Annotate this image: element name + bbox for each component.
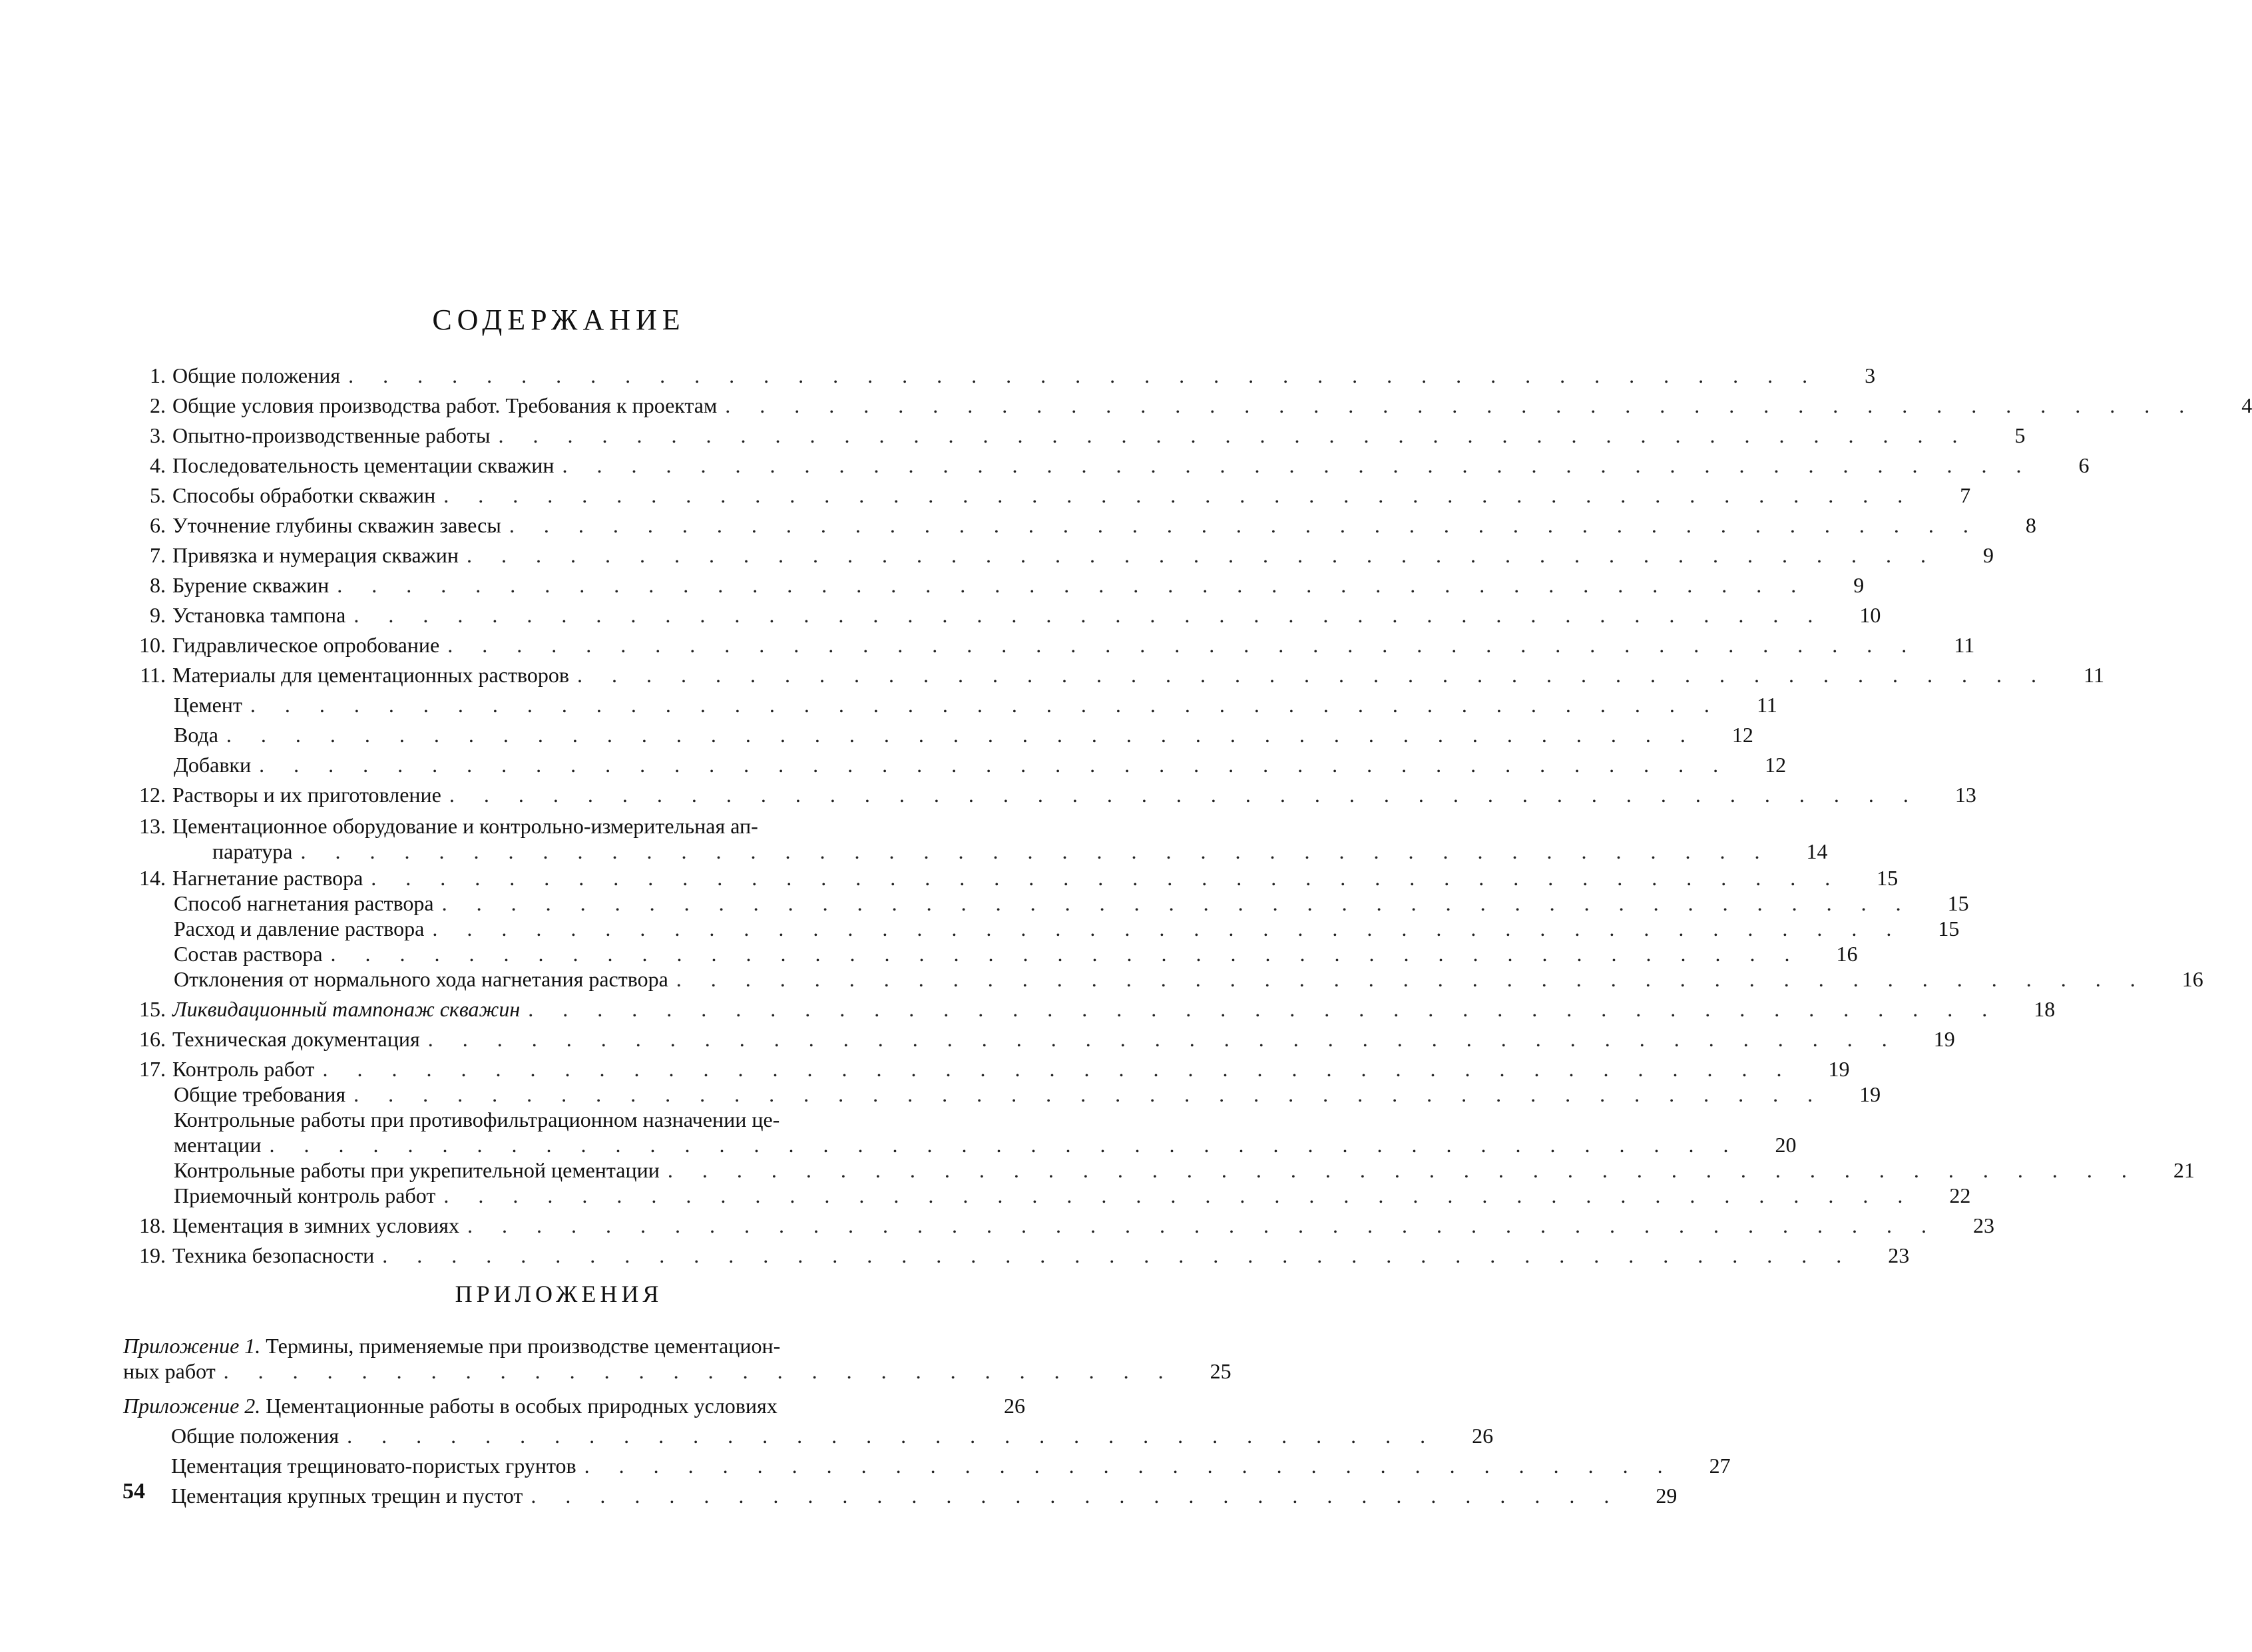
subentry-title: Цементация крупных трещин и пустот	[171, 1484, 523, 1508]
appendix-1-title: Термины, применяемые при производстве цементацион-	[266, 1334, 781, 1358]
entry-title: Отклонения от нормального хода нагнетания раствора	[174, 967, 668, 991]
page-number: 54	[122, 1479, 145, 1504]
entry-page: 12	[1765, 753, 1787, 777]
leader-dots: . . . . . . . . . . . . . . . . . . . . . . . . . . . . . . . . . . . . . . . . . . .	[226, 723, 1697, 747]
entry-title: Материалы для цементационных растворов	[172, 663, 569, 687]
toc-entry	[123, 393, 2252, 418]
subentry-title: Цементация трещиновато-пористых грунтов	[171, 1454, 576, 1478]
entry-number: 19.	[139, 1243, 166, 1267]
entry-title: Уточнение глубины скважин завесы	[172, 513, 501, 537]
subentry-page: 26	[1472, 1424, 1494, 1448]
leader-dots: . . . . . . . . . . . . . . . . . . . . . . . . . . . . . . . . . . . . . . . . . . .	[443, 1183, 1915, 1207]
entry-title: Контрольные работы при противофильтрационном назначении це-	[174, 1108, 780, 1132]
entry-number: 10.	[139, 633, 166, 657]
entry-number: 5.	[150, 483, 166, 507]
entry-title: Общие требования	[174, 1082, 346, 1106]
entry-page: 19	[1828, 1057, 1850, 1081]
entry-page: 5	[2014, 423, 2026, 447]
toc-entry	[123, 602, 1881, 628]
entry-title: Цементационное оборудование и контрольно-измерительная ап-	[172, 814, 758, 838]
leader-dots: . . . . . . . . . . . . . . . . . . . . . . . . . . . . . . . . . . . . . . . . . . .	[371, 866, 1843, 890]
entry-title: Способы обработки скважин	[172, 483, 436, 507]
entry-title-continuation: ментации	[174, 1133, 262, 1157]
toc-entry	[123, 572, 1865, 598]
toc-entry	[123, 483, 1971, 508]
entry-page: 11	[1954, 633, 1975, 657]
entry-number: 12.	[139, 783, 166, 807]
leader-dots: . . . . . . . . . . . . . . . . . . . . . . . . . . . . . . . . . . . . . . . . . . .	[467, 1213, 1938, 1237]
leader-dots: . . . . . . . . . . . . . . . . . . . . . . . . . . . . . . . . . . . . . . . . . . .	[449, 783, 1920, 807]
toc-entry	[123, 1243, 1910, 1268]
leader-dots: . . . . . . . . . . . . . . . . . . . . . . . . . . . . . . . . . . . . . . . . . . .	[576, 663, 2048, 687]
entry-title: Расход и давление раствора	[174, 917, 425, 940]
entry-title: Контрольные работы при укрепительной цементации	[174, 1158, 660, 1182]
appendix-1-label: Приложение 1.	[123, 1334, 261, 1358]
appendices-heading: ПРИЛОЖЕНИЯ	[455, 1281, 663, 1307]
entry-title: Контроль работ	[172, 1057, 315, 1081]
toc-entry	[123, 1213, 1994, 1238]
leader-dots: . . . . . . . . . . . . . . . . . . . . . . . . . . . . . . . . . . . . . . . . . . .	[348, 363, 1820, 387]
entry-title: Техническая документация	[172, 1027, 420, 1051]
entry-page: 4	[2241, 393, 2252, 417]
entry-title: Вода	[174, 723, 218, 747]
toc-entry	[123, 363, 1876, 388]
toc-subentry	[123, 916, 1960, 941]
toc-entry	[123, 453, 2090, 478]
entry-page: 6	[2078, 453, 2090, 477]
entry-page: 3	[1865, 363, 1876, 387]
leader-dots: . . . . . . . . . . . . . . . . . . . . . . . . . . . . . . . . . . . . . . . . . . .	[667, 1158, 2139, 1182]
toc-entry	[123, 513, 2036, 538]
leader-dots: . . . . . . . . . . . . . . . . . . . . . . . . . . . . . . . . . . . . . . . . . . .	[443, 483, 1915, 507]
entry-page: 15	[1947, 891, 1969, 915]
appendix-subentry	[123, 1483, 1678, 1508]
subentry-page: 27	[1709, 1454, 1731, 1478]
contents-heading: СОДЕРЖАНИЕ	[432, 304, 686, 336]
toc-entry	[123, 996, 2056, 1022]
leader-dots: . . . . . . . . . . . . . . . . . . . . . . . . . . . . . . . . . . . . . . . . . . .	[432, 917, 1904, 940]
entry-page: 11	[1757, 693, 1777, 717]
entry-number: 1.	[150, 363, 166, 387]
toc-subentry	[123, 1157, 2195, 1183]
leader-dots: . . . . . . . . . . . . . . . . . . . . . . . . . . . . . . . . . . . . . . . . . . .	[300, 839, 1772, 863]
entry-title: Привязка и нумерация скважин	[172, 543, 459, 567]
leader-dots: . . . . . . . . . . . . . . . . . . . . . . . . . . . . . . . . . . . . . . . . . . .	[382, 1243, 1854, 1267]
appendix-2-entry	[123, 1393, 1025, 1418]
entry-title: Нагнетание раствора	[172, 866, 363, 890]
toc-entry	[123, 865, 1899, 891]
entry-page: 22	[1949, 1183, 1971, 1207]
leader-dots: . . . . . . . . . . . . . . . . . . . . . . . . . . . . . . . . . . . . . . . . . . .	[250, 693, 1721, 717]
subentry-title: Общие положения	[171, 1424, 339, 1448]
toc-subentry	[123, 1082, 1881, 1107]
entry-title: Установка тампона	[172, 603, 346, 627]
entry-number: 4.	[150, 453, 166, 477]
entry-page: 18	[2034, 997, 2056, 1021]
entry-title-continuation: паратура	[212, 839, 293, 863]
entry-page: 19	[1859, 1082, 1881, 1106]
toc-subentry	[123, 941, 1858, 966]
entry-page: 10	[1859, 603, 1881, 627]
toc-subentry	[123, 692, 1777, 718]
leader-dots: . . . . . . . . . . . . . . . . . . . . . . . . . . . . . . . . . . . . . . . . . . .	[528, 997, 2000, 1021]
entry-title: Общие условия производства работ. Требования к проектам	[172, 393, 718, 417]
entry-page: 13	[1954, 783, 1976, 807]
appendix-1-title-cont: ных работ	[123, 1359, 216, 1383]
entry-title: Растворы и их приготовление	[172, 783, 441, 807]
entry-page: 15	[1877, 866, 1899, 890]
leader-dots: . . . . . . . . . . . . . . . . . . . . . . . . . . . . . . . . . . . . . . . . . . .	[322, 1057, 1794, 1081]
leader-dots: . . . . . . . . . . . . . . . . . . . . . . . . . . . . . . . . . . . . . . . . . . .	[509, 513, 1980, 537]
leader-dots: . . . . . . . . . . . . . . . . . . . . . . . . . . . . . . . . . . . . . . . . . . .	[447, 633, 1919, 657]
entry-page: 19	[1933, 1027, 1955, 1051]
toc-entry	[123, 813, 1828, 864]
entry-number: 8.	[150, 573, 166, 597]
leader-dots: . . . . . . . . . . . . . . . . . . . . . . . . . . . . . . . . . . . . . . . . . . .	[427, 1027, 1899, 1051]
entry-page: 16	[1836, 942, 1858, 966]
entry-title: Гидравлическое опробование	[172, 633, 440, 657]
leader-dots: . . . . . . . . . . . . . . . . . . . . . . . . . . . . . . . . . . . . . . . . . . .	[353, 603, 1825, 627]
entry-title: Способ нагнетания раствора	[174, 891, 434, 915]
leader-dots: . . . . . . . . . . . . . . . . . . . . . . . . . . . . . . . .	[584, 1454, 1675, 1478]
toc-entry	[123, 1056, 1850, 1082]
entry-title: Бурение скважин	[172, 573, 330, 597]
entry-page: 23	[1888, 1243, 1910, 1267]
entry-page: 15	[1938, 917, 1960, 940]
entry-title: Ликвидационный тампонаж скважин	[172, 997, 521, 1021]
toc-subentry	[123, 722, 1753, 747]
entry-title: Последовательность цементации скважин	[172, 453, 555, 477]
toc-entry	[123, 423, 2026, 448]
entry-number: 9.	[150, 603, 166, 627]
entry-number: 15.	[139, 997, 166, 1021]
entry-page: 9	[1853, 573, 1865, 597]
entry-number: 18.	[139, 1213, 166, 1237]
entry-number: 14.	[139, 866, 166, 890]
entry-page: 8	[2025, 513, 2036, 537]
leader-dots: . . . . . . . . . . . . . . . . . . . . . . . . . . . . . . . . . . . . . . . . . . .	[562, 453, 2034, 477]
entry-title: Опытно-производственные работы	[172, 423, 491, 447]
entry-page: 21	[2173, 1158, 2195, 1182]
entry-title: Добавки	[174, 753, 252, 777]
appendix-2-label: Приложение 2.	[123, 1394, 261, 1418]
entry-number: 2.	[150, 393, 166, 417]
toc-entry	[123, 632, 1975, 658]
appendix-2-title: Цементационные работы в особых природных условиях	[266, 1394, 778, 1418]
entry-page: 11	[2084, 663, 2104, 687]
leader-dots: . . . . . . . . . . . . . . . . . . . . . . . . . . . . . . . . . . . . . . . . . . .	[330, 942, 1802, 966]
leader-dots: . . . . . . . . . . . . . . . . . . . . . . . . . . . . . . . . . . . . . . . . . . .	[337, 573, 1809, 597]
toc-entry	[123, 1026, 1955, 1052]
entry-number: 6.	[150, 513, 166, 537]
leader-dots: . . . . . . . . . . . . . . . . . . . . . . . . . . . . . . . . . . . . . . . . . . .	[269, 1133, 1741, 1157]
appendix-1-entry	[123, 1333, 1232, 1384]
leader-dots: . . . . . . . . . . . . . . . . . . . . . . . . . . . . . . . . . . . . . . . . . . .	[259, 753, 1731, 777]
entry-title: Приемочный контроль работ	[174, 1183, 436, 1207]
subentry-page: 29	[1656, 1484, 1678, 1508]
entry-title: Цементация в зимних условиях	[172, 1213, 459, 1237]
toc-entry	[123, 542, 1994, 568]
appendix-2-page: 26	[1004, 1394, 1025, 1418]
leader-dots: . . . . . . . . . . . . . . . . . . . . . . . . . . . . . . . . . . . . . . . . . . .	[467, 543, 1938, 567]
entry-page: 14	[1806, 839, 1828, 863]
leader-dots: . . . . . . . . . . . . . . . . . . . . . . . . . . . . . . . . . . . . . . . . . . .	[498, 423, 1970, 447]
entry-number: 17.	[139, 1057, 166, 1081]
entry-number: 11.	[140, 663, 166, 687]
entry-number: 13.	[139, 814, 166, 838]
toc-entry	[123, 662, 2104, 688]
leader-dots: . . . . . . . . . . . . . . . . . . . . . . . . . . . . . . . . . . . . . . . . . . .	[725, 393, 2197, 417]
leader-dots: . . . . . . . . . . . . . . . . . . . . . . . . . . . .	[223, 1359, 1176, 1383]
entry-number: 7.	[150, 543, 166, 567]
leader-dots: . . . . . . . . . . . . . . . . . . . . . . . . . . . . . . . .	[531, 1484, 1622, 1508]
entry-title: Общие положения	[172, 363, 341, 387]
entry-page: 20	[1775, 1133, 1797, 1157]
entry-page: 9	[1983, 543, 1994, 567]
toc-subentry	[123, 966, 2203, 992]
entry-page: 16	[2181, 967, 2203, 991]
appendix-1-page: 25	[1210, 1359, 1232, 1383]
entry-page: 7	[1960, 483, 1971, 507]
leader-dots: . . . . . . . . . . . . . . . . . . . . . . . . . . . . . . . .	[347, 1424, 1438, 1448]
entry-title: Техника безопасности	[172, 1243, 375, 1267]
appendix-subentry	[123, 1453, 1731, 1478]
leader-dots: . . . . . . . . . . . . . . . . . . . . . . . . . . . . . . . . . . . . . . . . . . .	[353, 1082, 1825, 1106]
entry-page: 12	[1731, 723, 1753, 747]
appendix-subentry	[123, 1423, 1494, 1448]
entry-number: 3.	[150, 423, 166, 447]
leader-dots: . . . . . . . . . . . . . . . . . . . . . . . . . . . . . . . . . . . . . . . . . . .	[441, 891, 1913, 915]
entry-title: Цемент	[174, 693, 242, 717]
entry-page: 23	[1972, 1213, 1994, 1237]
toc-subentry	[123, 1183, 1971, 1208]
toc-subentry	[123, 752, 1787, 777]
entry-title: Состав раствора	[174, 942, 323, 966]
toc-entry	[123, 782, 1976, 807]
leader-dots: . . . . . . . . . . . . . . . . . . . . . . . . . . . . . . . . . . . . . . . . . . .	[676, 967, 2147, 991]
toc-subentry	[123, 1107, 1797, 1157]
toc-subentry	[123, 891, 1969, 916]
entry-number: 16.	[139, 1027, 166, 1051]
